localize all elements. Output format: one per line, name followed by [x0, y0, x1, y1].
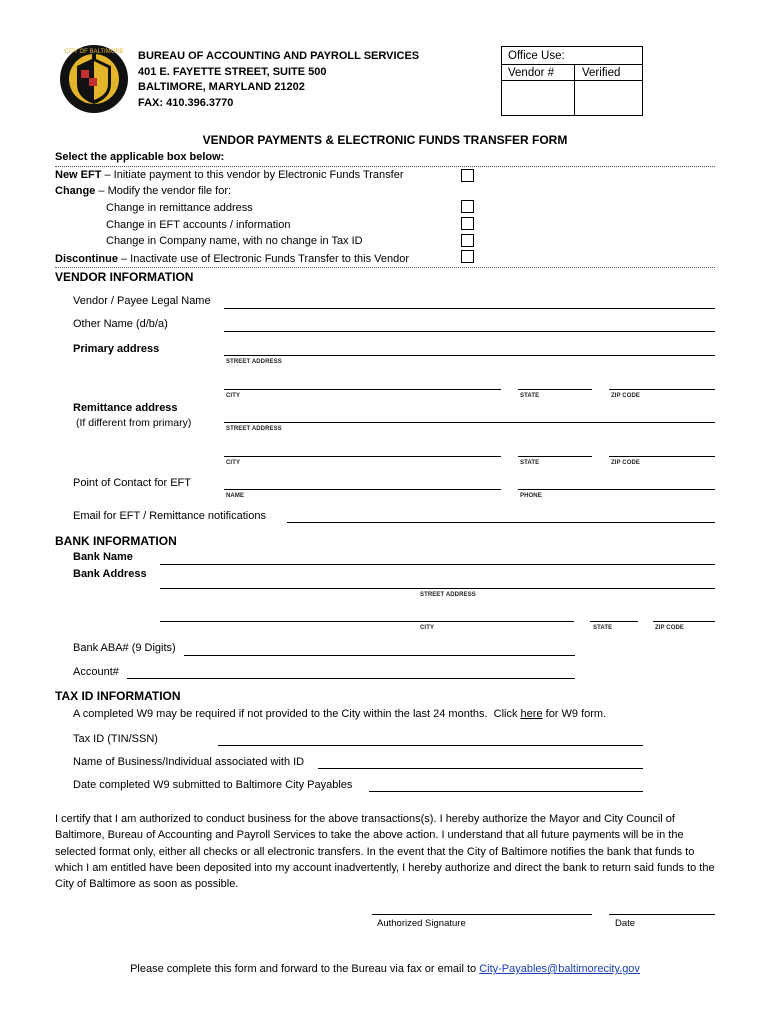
address-line2: BALTIMORE, MARYLAND 21202: [138, 81, 305, 93]
primary-city-field[interactable]: [224, 389, 501, 390]
primary-city-caption: CITY: [226, 393, 241, 399]
legal-name-label: Vendor / Payee Legal Name: [73, 295, 211, 307]
new-eft-text: – Initiate payment to this vendor by Electronic Funds Transfer: [101, 169, 404, 181]
new-eft-checkbox[interactable]: [461, 169, 474, 182]
w9-instruction: [73, 708, 606, 720]
w9-link[interactable]: here: [520, 708, 543, 720]
remittance-city-caption: CITY: [226, 460, 241, 466]
vendor-heading: VENDOR INFORMATION: [55, 270, 194, 284]
divider-top: [55, 166, 715, 167]
legal-name-field[interactable]: [224, 308, 715, 309]
date-w9-label: Date completed W9 submitted to Baltimore City Payables: [73, 779, 353, 791]
bank-street-caption: STREET ADDRESS: [420, 592, 476, 598]
contact-label: Point of Contact for EFT: [73, 477, 191, 489]
email-label: Email for EFT / Remittance notifications: [73, 510, 266, 522]
bank-aba-field[interactable]: [184, 655, 575, 656]
footer: [0, 963, 770, 975]
new-eft-row: [55, 169, 404, 181]
change-remittance-checkbox[interactable]: [461, 200, 474, 213]
bank-state-caption: STATE: [593, 625, 613, 631]
signature-field[interactable]: [372, 914, 592, 915]
bank-name-field[interactable]: [160, 564, 715, 565]
tin-label: Tax ID (TIN/SSN): [73, 733, 158, 745]
primary-zip-caption: ZIP CODE: [611, 393, 641, 399]
tin-field[interactable]: [218, 745, 643, 746]
primary-state-caption: STATE: [520, 393, 540, 399]
bank-street-field[interactable]: [160, 588, 715, 589]
w9-text-post: for W9 form.: [542, 708, 607, 720]
change-eft-checkbox[interactable]: [461, 217, 474, 230]
remittance-state-field[interactable]: [518, 456, 592, 457]
office-use-box: [501, 46, 643, 116]
primary-state-field[interactable]: [518, 389, 592, 390]
bank-address-label: Bank Address: [73, 568, 147, 580]
remittance-street-caption: STREET ADDRESS: [226, 426, 282, 432]
other-name-field[interactable]: [224, 331, 715, 332]
remittance-address-label: Remittance address: [73, 402, 178, 414]
account-field[interactable]: [127, 678, 575, 679]
footer-email-link[interactable]: City-Payables@baltimorecity.gov: [479, 963, 640, 975]
contact-phone-caption: PHONE: [520, 493, 542, 499]
signature-label: Authorized Signature: [377, 918, 466, 929]
other-name-label: Other Name (d/b/a): [73, 318, 168, 330]
date-w9-field[interactable]: [369, 791, 643, 792]
change-text: – Modify the vendor file for:: [95, 185, 232, 197]
change-company-label: Change in Company name, with no change in Tax ID: [106, 235, 363, 247]
footer-text: Please complete this form and forward to the Bureau via fax or email to: [130, 963, 480, 975]
primary-address-label: Primary address: [73, 343, 160, 355]
discontinue-row: [55, 253, 409, 265]
change-remittance-label: Change in remittance address: [106, 202, 253, 214]
remittance-zip-caption: ZIP CODE: [611, 460, 641, 466]
certification-text: I certify that I am authorized to conduct business for the above transactions(s). I hereby authorize the Mayor and City Council of Baltimore, Bureau of Accounting and Payroll Services to take the above action. I understand that all future payments will be in the selected format only, either all checks or all electronic transfers. In the event that the City of Baltimore notifies the bank that funds to which I am entitled have been deposited into my account inadvertently, I hereby authorize and direct the bank to return said funds to the City of Baltimore as soon as possible.: [55, 813, 715, 891]
office-use-verified: Verified: [582, 67, 621, 79]
bank-zip-caption: ZIP CODE: [655, 625, 685, 631]
change-label: Change: [55, 185, 96, 197]
city-seal-logo: [59, 44, 129, 114]
remittance-note: (If different from primary): [76, 417, 192, 429]
bank-state-field[interactable]: [590, 621, 638, 622]
business-name-label: Name of Business/Individual associated with ID: [73, 756, 305, 768]
tax-heading: TAX ID INFORMATION: [55, 689, 181, 703]
change-eft-label: Change in EFT accounts / information: [106, 219, 291, 231]
signature-date-label: Date: [615, 918, 636, 929]
contact-phone-field[interactable]: [518, 489, 715, 490]
discontinue-label: Discontinue: [55, 253, 118, 265]
contact-name-caption: NAME: [226, 493, 245, 499]
bank-city-caption: CITY: [420, 625, 435, 631]
bank-city-field[interactable]: [160, 621, 574, 622]
primary-street-field[interactable]: [224, 355, 715, 356]
discontinue-text: – Inactivate use of Electronic Funds Transfer to this Vendor: [117, 253, 409, 265]
remittance-zip-field[interactable]: [609, 456, 715, 457]
bank-aba-label: Bank ABA# (9 Digits): [73, 642, 176, 654]
discontinue-checkbox[interactable]: [461, 250, 474, 263]
email-field[interactable]: [287, 522, 715, 523]
form-title: VENDOR PAYMENTS & ELECTRONIC FUNDS TRANSFER FORM: [202, 133, 568, 147]
w9-text-pre: A completed W9 may be required if not provided to the City within the last 24 months. Click: [73, 708, 521, 720]
contact-name-field[interactable]: [224, 489, 501, 490]
remittance-city-field[interactable]: [224, 456, 501, 457]
divider-bottom: [55, 267, 715, 268]
change-row: [55, 185, 231, 197]
bureau-name: BUREAU OF ACCOUNTING AND PAYROLL SERVICES: [138, 50, 420, 62]
bank-heading: BANK INFORMATION: [55, 534, 177, 548]
change-company-checkbox[interactable]: [461, 234, 474, 247]
seal-text: CITY OF BALTIMORE: [64, 49, 124, 55]
bank-zip-field[interactable]: [653, 621, 715, 622]
signature-date-field[interactable]: [609, 914, 715, 915]
office-use-vendor-number: Vendor #: [508, 67, 555, 79]
primary-zip-field[interactable]: [609, 389, 715, 390]
account-label: Account#: [73, 666, 119, 678]
business-name-field[interactable]: [318, 768, 643, 769]
select-instruction: Select the applicable box below:: [55, 151, 225, 163]
fax-number: FAX: 410.396.3770: [138, 97, 234, 109]
address-line1: 401 E. FAYETTE STREET, SUITE 500: [138, 66, 327, 78]
remittance-street-field[interactable]: [224, 422, 715, 423]
remittance-state-caption: STATE: [520, 460, 540, 466]
bank-name-label: Bank Name: [73, 551, 133, 563]
new-eft-label: New EFT: [55, 169, 102, 181]
office-use-title: Office Use:: [508, 50, 565, 62]
primary-street-caption: STREET ADDRESS: [226, 359, 282, 365]
